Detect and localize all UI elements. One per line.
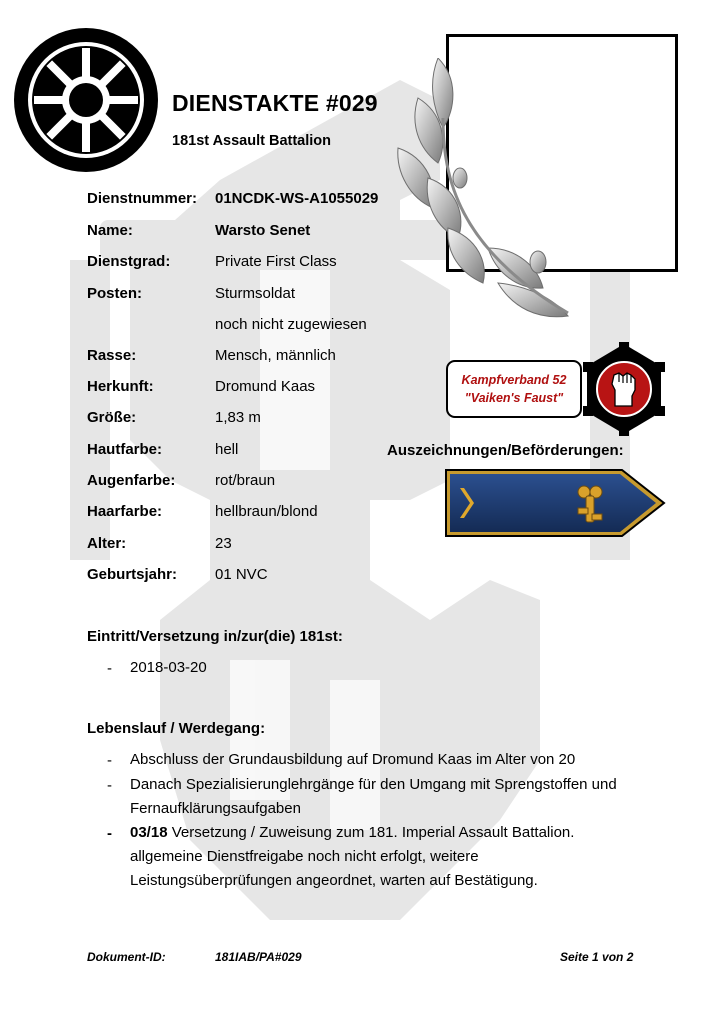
career-item-line: Danach Spezialisierunglehrgänge für den Umgang mit Sprengstoffen und <box>130 776 617 793</box>
footer-doc-label: Dokument-ID: <box>87 950 166 964</box>
footer-page-number: Seite 1 von 2 <box>560 950 634 964</box>
field-value-service-number: 01NCDK-WS-A1055029 <box>215 190 379 207</box>
field-label-service-number: Dienstnummer: <box>87 190 198 207</box>
field-value-birth-year: 01 NVC <box>215 566 268 583</box>
career-item-line: allgemeine Dienstfreigabe noch nicht erfolgt, weitere <box>130 848 479 865</box>
footer-doc-id: 181IAB/PA#029 <box>215 950 302 964</box>
field-label-name: Name: <box>87 222 133 239</box>
career-item-line: Fernaufklärungsaufgaben <box>130 800 301 817</box>
field-label-age: Alter: <box>87 535 127 552</box>
career-item <box>130 821 650 893</box>
career-item-date: 03/18 <box>130 824 168 841</box>
laurel-icon <box>388 58 578 320</box>
page-title: DIENSTAKTE #029 <box>172 90 378 116</box>
field-value-skin: hell <box>215 441 239 458</box>
field-label-race: Rasse: <box>87 347 137 364</box>
field-value-eyes: rot/braun <box>215 472 276 489</box>
list-bullet: - <box>107 825 112 842</box>
entry-heading: Eintritt/Versetzung in/zur(die) 181st: <box>87 628 343 645</box>
career-item-text: Versetzung / Zuweisung zum 181. Imperial Assault Battalion. <box>167 824 575 841</box>
rank-insignia-icon <box>444 468 666 538</box>
list-bullet: - <box>107 660 112 677</box>
field-value-origin: Dromund Kaas <box>215 378 316 395</box>
field-label-hair: Haarfarbe: <box>87 503 163 520</box>
field-label-origin: Herkunft: <box>87 378 154 395</box>
career-heading: Lebenslauf / Werdegang: <box>87 720 266 737</box>
field-value-post-status: noch nicht zugewiesen <box>215 316 367 333</box>
raised-fist-icon <box>583 342 665 436</box>
field-value-race: Mensch, männlich <box>215 347 336 364</box>
career-item-line <box>130 821 650 845</box>
field-label-rank: Dienstgrad: <box>87 253 171 270</box>
entry-date: 2018-03-20 <box>130 659 207 676</box>
field-label-height: Größe: <box>87 409 137 426</box>
field-value-age: 23 <box>215 535 232 552</box>
career-item-line: Leistungsüberprüfungen angeordnet, warten auf Bestätigung. <box>130 872 538 889</box>
field-label-birth-year: Geburtsjahr: <box>87 566 178 583</box>
field-label-skin: Hautfarbe: <box>87 441 163 458</box>
field-value-hair: hellbraun/blond <box>215 503 318 520</box>
career-item <box>130 773 650 821</box>
imperial-emblem-icon <box>12 26 160 174</box>
list-bullet: - <box>107 752 112 769</box>
awards-heading: Auszeichnungen/Beförderungen: <box>387 442 624 459</box>
field-label-eyes: Augenfarbe: <box>87 472 176 489</box>
field-value-post: Sturmsoldat <box>215 285 296 302</box>
list-bullet: - <box>107 777 112 794</box>
field-value-name: Warsto Senet <box>215 222 311 239</box>
unit-badge <box>446 360 582 418</box>
field-value-rank: Private First Class <box>215 253 337 270</box>
unit-badge-name: Kampfverband 52 <box>461 373 567 387</box>
unit-badge-nickname: "Vaiken's Faust" <box>464 391 564 405</box>
field-value-height: 1,83 m <box>215 409 261 426</box>
field-label-post: Posten: <box>87 285 143 302</box>
career-item: Abschluss der Grundausbildung auf Dromund Kaas im Alter von 20 <box>130 751 576 768</box>
page-subtitle: 181st Assault Battalion <box>172 133 332 149</box>
